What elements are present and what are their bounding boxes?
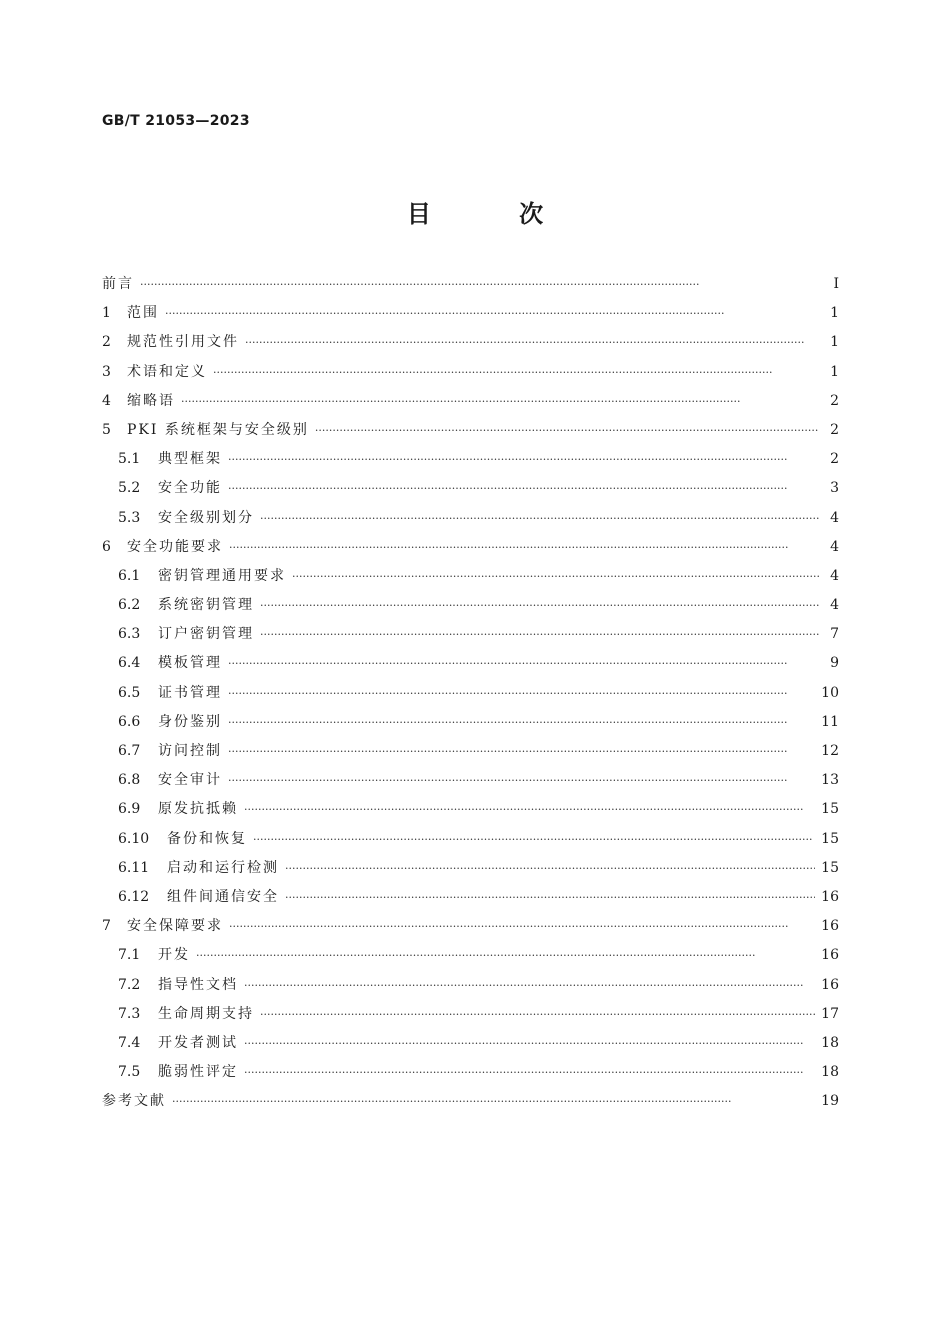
toc-entry[interactable] [102, 328, 839, 357]
toc-entry-number: 7 [102, 918, 111, 935]
toc-entry[interactable] [102, 358, 839, 387]
toc-entry[interactable] [102, 562, 839, 591]
dot-leader [229, 533, 819, 562]
toc-entry[interactable] [102, 971, 839, 1000]
toc-entry-page: 3 [830, 480, 839, 497]
toc-entry-page: 16 [821, 918, 839, 935]
page-title: 目 次 [406, 200, 584, 228]
toc-entry-label: 证书管理 [158, 684, 222, 701]
toc-entry-page: 13 [821, 772, 839, 789]
toc-entry-label: 安全功能 [158, 480, 222, 497]
dot-leader [228, 708, 815, 737]
toc-entry-label: 订户密钥管理 [158, 626, 254, 643]
toc-entry-number: 7.5 [118, 1064, 141, 1081]
toc-entry-page: 12 [821, 743, 839, 759]
toc-entry[interactable] [102, 912, 839, 941]
toc-entry-page: 10 [821, 684, 839, 701]
dot-leader [260, 504, 819, 533]
toc-entry-page: 1 [830, 363, 839, 380]
toc-entry-number: 6.11 [118, 859, 150, 876]
toc-entry-page: 2 [830, 421, 839, 438]
dot-leader [196, 941, 815, 970]
toc-entry-label: 范围 [127, 305, 159, 322]
dot-leader [228, 679, 815, 708]
toc-entry[interactable] [102, 649, 839, 678]
toc-entry-label: 原发抗抵赖 [158, 801, 238, 818]
toc-entry-label: 指导性文档 [158, 976, 238, 993]
toc-entry-number: 7.3 [118, 1005, 141, 1022]
toc-entry-number: 6.1 [118, 567, 141, 584]
toc-entry-page: 16 [821, 976, 839, 993]
toc-entry-label: 安全保障要求 [127, 918, 223, 935]
toc-entry-label: 典型框架 [158, 451, 222, 468]
toc-entry-label: 规范性引用文件 [127, 334, 239, 351]
toc-entry-number: 6.12 [118, 888, 150, 905]
dot-leader [244, 795, 815, 824]
toc-entry-page: 4 [830, 567, 839, 584]
toc-entry[interactable] [102, 1087, 839, 1116]
dot-leader [228, 766, 815, 795]
toc-entry[interactable] [102, 445, 839, 474]
toc-entry-label: 启动和运行检测 [167, 859, 279, 876]
toc-entry-page: 1 [830, 305, 839, 322]
table-of-contents [102, 270, 839, 1116]
dot-leader [228, 649, 819, 678]
toc-entry-page: 15 [821, 830, 839, 847]
toc-entry-label: 安全级别划分 [158, 509, 254, 526]
toc-entry-page: 1 [830, 334, 839, 351]
toc-entry-number: 2 [102, 334, 111, 351]
toc-entry-number: 6.5 [118, 684, 141, 701]
toc-entry-number: 3 [102, 363, 111, 380]
toc-entry[interactable] [102, 1000, 839, 1029]
toc-entry[interactable] [102, 766, 839, 795]
toc-entry-page: 4 [830, 597, 839, 614]
toc-entry-page: 7 [830, 626, 839, 643]
toc-entry[interactable] [102, 533, 839, 562]
dot-leader [244, 1058, 815, 1087]
dot-leader [285, 883, 815, 912]
toc-entry-page: 17 [821, 1005, 839, 1022]
toc-entry-label: 密钥管理通用要求 [158, 567, 286, 584]
toc-entry[interactable] [102, 708, 839, 737]
dot-leader [292, 562, 819, 591]
toc-entry-label: 访问控制 [158, 743, 222, 759]
toc-entry-label: 开发者测试 [158, 1034, 238, 1051]
toc-entry[interactable] [102, 270, 839, 299]
toc-entry[interactable] [102, 795, 839, 824]
toc-entry-number: 6.6 [118, 713, 141, 730]
toc-entry-label: 备份和恢复 [167, 830, 247, 847]
toc-entry-label: 生命周期支持 [158, 1005, 254, 1022]
toc-entry-page: 9 [830, 655, 839, 672]
dot-leader [244, 971, 815, 1000]
toc-entry-page: 4 [830, 509, 839, 526]
dot-leader [245, 328, 819, 357]
dot-leader [285, 854, 815, 883]
toc-entry[interactable] [102, 1029, 839, 1058]
toc-entry[interactable] [102, 620, 839, 649]
toc-entry-page: 19 [821, 1093, 839, 1110]
toc-entry-number: 6.4 [118, 655, 141, 672]
toc-entry-page: 4 [830, 538, 839, 555]
toc-entry[interactable] [102, 474, 839, 503]
toc-entry[interactable] [102, 737, 839, 766]
dot-leader [315, 416, 819, 445]
toc-entry-number: 6 [102, 538, 111, 555]
toc-entry-page: 15 [821, 801, 839, 818]
toc-entry-number: 7.4 [118, 1034, 141, 1051]
toc-entry-number: 6.3 [118, 626, 141, 643]
toc-entry-label: 组件间通信安全 [167, 888, 279, 905]
dot-leader [228, 737, 815, 766]
toc-entry-number: 5.2 [118, 480, 141, 497]
toc-entry-page: 2 [830, 392, 839, 409]
toc-entry[interactable] [102, 825, 839, 854]
toc-entry-label: 模板管理 [158, 655, 222, 672]
dot-leader [260, 1000, 815, 1029]
toc-entry-label: 术语和定义 [127, 363, 207, 380]
toc-entry-page: 15 [821, 859, 839, 876]
toc-entry-page: 18 [821, 1034, 839, 1051]
dot-leader [244, 1029, 815, 1058]
toc-entry-number: 6.2 [118, 597, 141, 614]
toc-entry[interactable] [102, 941, 839, 970]
toc-entry-number: 7.1 [118, 947, 141, 964]
toc-entry-number: 5.1 [118, 451, 141, 468]
toc-entry-number: 5.3 [118, 509, 141, 526]
dot-leader [260, 591, 819, 620]
toc-entry-number: 1 [102, 305, 111, 322]
toc-entry[interactable] [102, 883, 839, 912]
toc-entry-page: 11 [821, 713, 839, 730]
dot-leader [260, 620, 819, 649]
dot-leader [228, 445, 819, 474]
toc-entry-number: 6.7 [118, 743, 141, 759]
toc-entry-label: 系统密钥管理 [158, 597, 254, 614]
toc-entry-label: PKI 系统框架与安全级别 [127, 421, 309, 438]
toc-entry-label: 身份鉴别 [158, 713, 222, 730]
dot-leader [172, 1087, 815, 1116]
toc-entry[interactable] [102, 591, 839, 620]
toc-entry-number: 5 [102, 421, 111, 438]
toc-entry-number: 6.9 [118, 801, 141, 818]
dot-leader [140, 270, 819, 299]
dot-leader [213, 358, 819, 387]
dot-leader [253, 825, 815, 854]
toc-entry-label: 脆弱性评定 [158, 1064, 238, 1081]
toc-entry[interactable] [102, 1058, 839, 1087]
toc-entry-label: 缩略语 [127, 392, 175, 409]
toc-entry-label: 安全功能要求 [127, 538, 223, 555]
toc-entry-label: 开发 [158, 947, 190, 964]
toc-entry[interactable] [102, 504, 839, 533]
toc-entry[interactable] [102, 679, 839, 708]
toc-entry[interactable] [102, 854, 839, 883]
toc-entry[interactable] [102, 416, 839, 445]
toc-entry-page: 16 [821, 888, 839, 905]
document-code: GB/T 21053—2023 [102, 113, 250, 129]
dot-leader [229, 912, 815, 941]
toc-entry-page: Ⅰ [833, 276, 839, 292]
dot-leader [228, 474, 819, 503]
toc-entry-page: 18 [821, 1064, 839, 1081]
toc-entry[interactable] [102, 387, 839, 416]
toc-entry[interactable] [102, 299, 839, 328]
toc-entry-page: 2 [830, 451, 839, 468]
toc-entry-label: 前言 [102, 276, 134, 292]
dot-leader [165, 299, 819, 328]
toc-entry-number: 4 [102, 392, 111, 409]
toc-entry-label: 安全审计 [158, 772, 222, 789]
toc-entry-number: 6.8 [118, 772, 141, 789]
toc-entry-page: 16 [821, 947, 839, 964]
toc-entry-number: 7.2 [118, 976, 141, 993]
toc-entry-label: 参考文献 [102, 1093, 166, 1110]
toc-entry-number: 6.10 [118, 830, 150, 847]
dot-leader [181, 387, 819, 416]
